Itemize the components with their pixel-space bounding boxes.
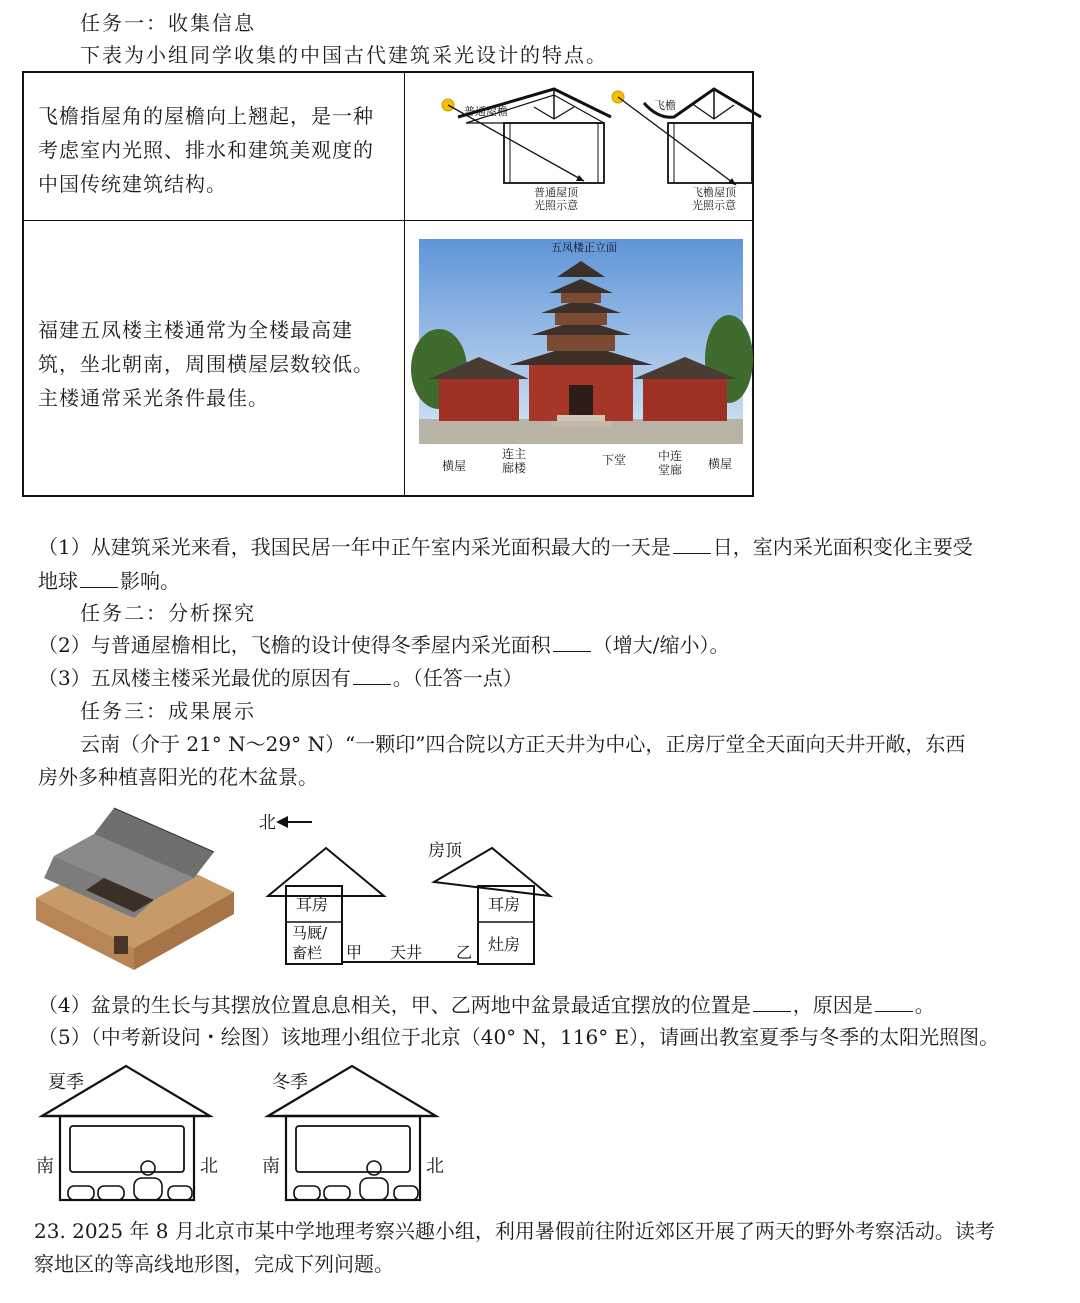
left-eave-label: 普通屋檐: [464, 105, 508, 118]
jia-label: 甲: [346, 943, 363, 962]
left-caption-2: 光照示意: [534, 199, 578, 212]
stable-label-2: 畜栏: [292, 944, 323, 962]
answer-blank[interactable]: [353, 666, 391, 685]
right-ear-room-label: 耳房: [488, 895, 521, 914]
eave-lighting-diagram: [406, 75, 752, 218]
task2-title: 任务二：分析探究: [80, 601, 256, 625]
yi-label: 乙: [456, 943, 473, 962]
yunnan-line-1: 云南（介于 21° N～29° N）“一颗印”四合院以方正天井为中心，正房厅堂全天面向天井开敞，东西: [80, 732, 966, 756]
summer-south-label: 南: [36, 1156, 54, 1177]
row1-text: 飞檐指屋角的屋檐向上翘起，是一种 考虑室内光照、排水和建筑美观度的 中国传统建筑结构。: [38, 104, 374, 196]
classroom-summer-diagram[interactable]: [32, 1064, 258, 1206]
classroom-winter-diagram[interactable]: [258, 1064, 484, 1206]
summer-label: 夏季: [48, 1072, 84, 1093]
question-23-line-2: 察地区的等高线地形图，完成下列问题。: [34, 1252, 394, 1276]
question-1-line-2: 地球 影响。: [38, 569, 180, 593]
photo-label-hengwu-left: 横屋: [442, 459, 467, 473]
stable-label-1: 马厩/: [292, 924, 328, 942]
question-2: （2）与普通屋檐相比，飞檐的设计使得冬季屋内采光面积 （增大/缩小）。: [38, 633, 730, 657]
summer-north-label: 北: [200, 1156, 218, 1177]
wufeng-building-photo: [419, 239, 743, 444]
answer-blank[interactable]: [673, 535, 711, 554]
left-caption-1: 普通屋顶: [534, 186, 578, 199]
question-5: （5）（中考新设问・绘图）该地理小组位于北京（40° N，116° E），请画出教室夏季与冬季的太阳光照图。: [38, 1025, 1000, 1049]
left-ear-room-label: 耳房: [296, 895, 329, 914]
courtyard-house-illustration: [34, 808, 236, 970]
winter-south-label: 南: [262, 1156, 280, 1177]
photo-label-zhonglian: 中连 堂廊: [658, 449, 683, 477]
winter-label: 冬季: [272, 1072, 308, 1093]
question-4: （4）盆景的生长与其摆放位置息息相关，甲、乙两地中盆景最适宜摆放的位置是 ，原因是 。: [38, 993, 935, 1017]
north-label: 北: [259, 813, 276, 833]
right-caption-1: 飞檐屋顶: [692, 186, 736, 199]
question-3: （3）五凤楼主楼采光最优的原因有 。（任答一点）: [38, 666, 523, 690]
answer-blank[interactable]: [80, 569, 118, 588]
row2-text: 福建五凤楼主楼通常为全楼最高建 筑，坐北朝南，周围横屋层数较低。 主楼通常采光条件最佳。: [38, 318, 374, 410]
winter-north-label: 北: [426, 1156, 444, 1177]
photo-label-lianzhu: 连主 廊楼: [502, 447, 527, 475]
courtyard-section-diagram: [259, 806, 562, 968]
task3-title: 任务三：成果展示: [80, 699, 256, 723]
answer-blank[interactable]: [753, 993, 791, 1012]
photo-title: 五凤楼正立面: [551, 241, 617, 254]
question-23-line-1: 23. 2025 年 8 月北京市某中学地理考察兴趣小组，利用暑假前往附近郊区开展了两天的野外考察活动。读考: [34, 1219, 995, 1243]
answer-blank[interactable]: [875, 993, 913, 1012]
photo-label-xiatang: 下堂: [602, 453, 627, 467]
answer-blank[interactable]: [553, 633, 591, 652]
task1-intro: 下表为小组同学收集的中国古代建筑采光设计的特点。: [80, 43, 608, 67]
question-1-line-1: （1）从建筑采光来看，我国民居一年中正午室内采光面积最大的一天是 日，室内采光面积变化主要受: [38, 535, 973, 559]
yunnan-line-2: 房外多种植喜阳光的花木盆景。: [38, 765, 318, 789]
feature-table: [22, 71, 754, 497]
task1-title: 任务一：收集信息: [80, 11, 256, 35]
photo-label-hengwu-right: 横屋: [708, 457, 733, 471]
kitchen-label: 灶房: [488, 935, 521, 954]
tianjing-label: 天井: [390, 943, 423, 962]
right-eave-label: 飞檐: [654, 99, 676, 112]
right-caption-2: 光照示意: [692, 199, 736, 212]
roof-label: 房顶: [428, 841, 462, 861]
